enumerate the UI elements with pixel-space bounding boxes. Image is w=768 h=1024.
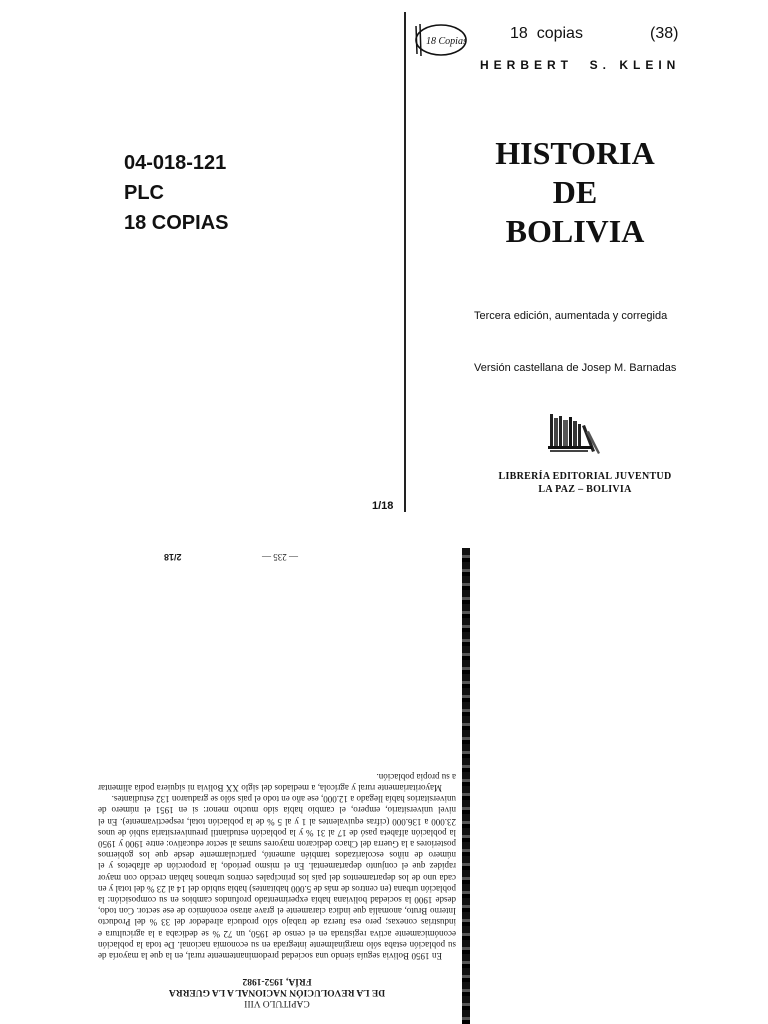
svg-text:18 Copias: 18 Copias — [426, 36, 467, 47]
publisher-block — [470, 470, 700, 496]
note-code: 04-018-121 — [124, 152, 227, 174]
publisher-logo-icon — [548, 412, 602, 458]
lower-folio: 2/18 — [164, 552, 182, 562]
page-fold-divider — [404, 12, 406, 512]
title-line-2: DE — [552, 174, 598, 210]
note-plc: PLC — [124, 182, 164, 204]
chapter-title-line-1: DE LA REVOLUCIÓN NACIONAL A LA GUERRA — [168, 987, 386, 997]
handwritten-stamp-icon — [410, 20, 468, 60]
paragraph-2: Mayoritariamente rural y agrícola, a mediados del siglo XX Bolivia ni siquiera podía alimentar a su propia población. — [98, 771, 456, 793]
copies-label: 18 copias — [510, 25, 583, 42]
upside-down-page-text — [96, 552, 458, 1016]
page-number: (38) — [650, 25, 679, 42]
paragraph-1: En 1950 Bolivia seguía siendo una sociedad predominantemente rural, en la que la mayoría de su población estaba sólo marginalmente integrada en su economía nacional. De toda la población económicamente activa registrada en el censo de 1950, un 72 % se dedicaba a la agricultura e industrias conexas; pero esa fuerza de trabajo sólo producía alrededor del 33 % del Producto Interno Bruto, anomalía que indica claramente el grave atraso económico de ese sector. Con todo, desde 1900 la sociedad boliviana había experimentado profundos cambios en su composición: la población urbana (en centros de más de 5.000 habitantes) había subido del 14 al 23 % del total y en cada uno de los departamentos del país los principales centros urbanos habían crecido con mayor rapidez que el conjunto departamental. En el mismo período, la proporción de alfabetos y el número de niños escolarizados también aumentó, particularmente desde que los gobiernos posteriores a la Guerra del Chaco dedicaron mayores sumas al sector educativo: entre 1900 y 1950 la población alfabeta pasó de 17 al 31 % y la población estudiantil preuniversitaria subió de unos 23.000 a 136.000 (cifras equivalentes al 1 y al 5 % de la población total, respectivamente). En el nivel universitario, empero, el cambio había sido mucho menor: si en 1951 el número de universitarios había llegado a 12.000, ese año en todo el país sólo se graduaron 132 estudiantes. — [98, 794, 456, 961]
chapter-number: CAPITULO VIII — [244, 998, 310, 1008]
lower-page-number: — 235 — — [262, 552, 298, 562]
folio-top: 1/18 — [372, 500, 394, 512]
edition-note: Tercera edición, aumentada y corregida — [474, 310, 668, 322]
title-line-3: BOLIVIA — [505, 213, 645, 249]
chapter-title-line-2: FRÍA, 1952-1982 — [242, 976, 312, 986]
chapter-body — [96, 771, 458, 975]
publisher-name: LIBRERÍA EDITORIAL JUVENTUD — [498, 471, 672, 482]
handwritten-note — [124, 148, 254, 238]
title-line-1: HISTORIA — [495, 135, 655, 171]
author-name: HERBERT S. KLEIN — [480, 58, 681, 72]
note-copies: 18 COPIAS — [124, 212, 229, 234]
publisher-city: LA PAZ – BOLIVIA — [538, 484, 632, 495]
page-binding-edge — [462, 548, 470, 1024]
chapter-heading — [96, 975, 458, 1016]
translation-note: Versión castellana de Josep M. Barnadas — [474, 362, 677, 374]
book-title — [470, 134, 680, 251]
